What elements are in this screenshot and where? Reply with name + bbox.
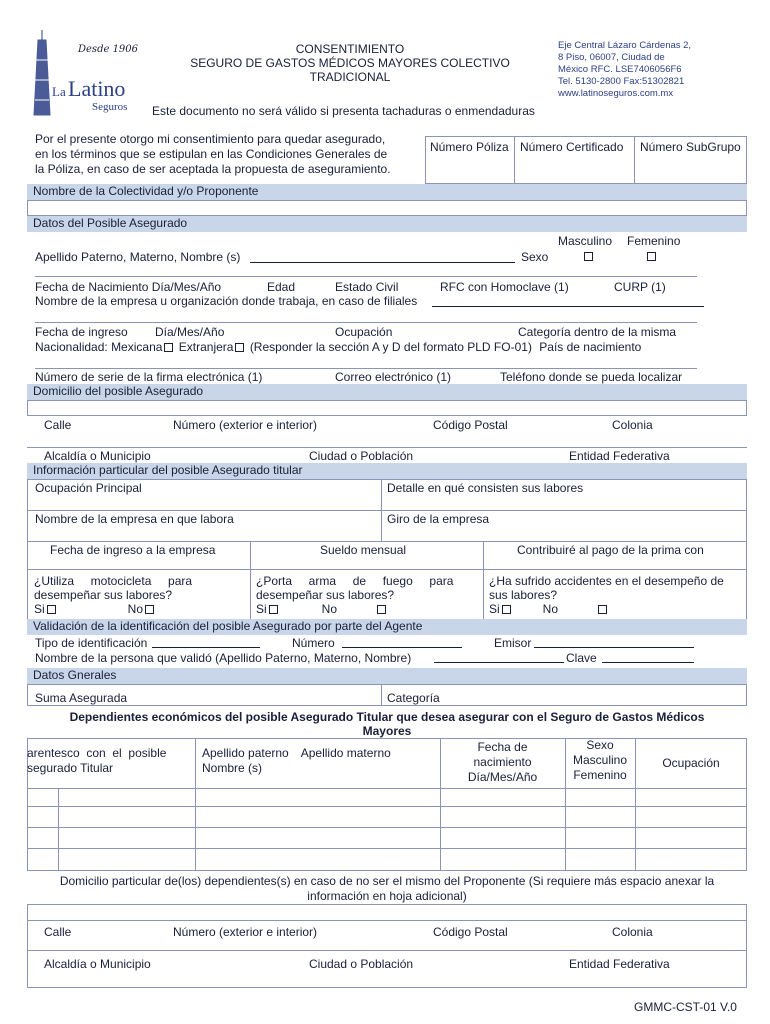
entidad-label: Entidad Federativa (569, 449, 670, 463)
brand-name-prefix: La (52, 84, 66, 99)
colonia-label: Colonia (612, 418, 653, 432)
tipo-identificacion-field[interactable] (152, 647, 260, 648)
calle-label: Calle (44, 418, 72, 432)
ocupacion-header: Ocupación (662, 756, 720, 770)
form-title: CONSENTIMIENTO SEGURO DE GASTOS MÉDICOS MAYORES COLECTIVO TRADICIONAL (190, 42, 510, 84)
dep-codigo-postal-label: Código Postal (433, 925, 508, 939)
dep-numero-label: Número (exterior e interior) (173, 925, 318, 939)
validity-notice: Este documento no será válido si presenta tachaduras o enmendaduras (152, 104, 535, 118)
fecha-nacimiento-label: Fecha de Nacimiento Día/Mes/Año (35, 280, 222, 294)
fecha-ingreso-empresa-label: Fecha de ingreso a la empresa (50, 543, 216, 557)
section-info-particular: Información particular del posible Asegurado titular (27, 463, 747, 479)
brand-sub: Seguros (92, 101, 128, 113)
brand-tagline: Desde 1906 (78, 44, 139, 55)
fecha-nacimiento-header: Fecha de nacimiento Día/Mes/Año (467, 740, 538, 784)
dep-calle-label: Calle (44, 925, 72, 939)
sexo-header: Sexo Masculino Femenino (572, 738, 628, 782)
sueldo-label: Sueldo mensual (320, 543, 407, 557)
consent-statement: Por el presente otorgo mi consentimiento para quedar asegurado, en los términos que se estipulan en las Condiciones Generales de la Póliza, en caso de ser aceptada la propuesta de aseguramiento. (35, 132, 391, 176)
certificate-number-label: Número Certificado (520, 140, 624, 154)
section-domicilio: Domicilio del posible Asegurado (27, 384, 747, 400)
giro-empresa-label: Giro de la empresa (387, 512, 490, 526)
policy-number-label: Número Póliza (430, 140, 509, 154)
numero-label: Número (exterior e interior) (173, 418, 318, 432)
dep-entidad-label: Entidad Federativa (569, 957, 670, 971)
subgroup-number-field[interactable] (636, 160, 746, 182)
motocicleta-question: ¿Utiliza motocicleta para desempeñar sus labores? Si No (34, 574, 193, 616)
empresa-field[interactable] (432, 306, 704, 307)
ocupacion-label: Ocupación (335, 325, 393, 339)
subgroup-number-label: Número SubGrupo (640, 140, 741, 154)
alcaldia-label: Alcaldía o Municipio (44, 449, 151, 463)
dep-alcaldia-label: Alcaldía o Municipio (44, 957, 151, 971)
accidentes-question: ¿Ha sufrido accidentes en el desempeño de sus labores? Si No (489, 574, 724, 616)
policy-number-field[interactable] (427, 160, 513, 182)
extranjera-checkbox[interactable] (235, 343, 244, 352)
emisor-label: Emisor (494, 636, 532, 650)
empresa-label: Nombre de la empresa u organización donde trabaja, en caso de filiales (35, 294, 418, 308)
domicilio-field[interactable] (27, 400, 747, 416)
nacionalidad-row: Nacionalidad: Mexicana Extranjera (Responder la sección A y D del formato PLD FO-01) País de nacimiento (35, 340, 642, 354)
numero-identificacion-label: Número (292, 636, 335, 650)
domicilio-dependientes-note: Domicilio particular de(los) dependientes(s) en caso de no ser el mismo del Proponente (Si requiere más espacio anexar la información en hoja adicional) (59, 874, 715, 903)
serie-firma-label: Número de serie de la firma electrónica (1) (35, 370, 263, 384)
sexo-label: Sexo (521, 250, 549, 264)
clave-label: Clave (566, 651, 597, 665)
section-datos-posible: Datos del Posible Asegurado (27, 216, 747, 232)
detalle-labores-label: Detalle en qué consisten sus labores (387, 481, 584, 495)
section-datos-generales: Datos Gnerales (27, 668, 747, 684)
mexicana-checkbox[interactable] (164, 343, 173, 352)
section-validacion: Validación de la identificación del posible Asegurado por parte del Agente (27, 619, 747, 635)
femenino-checkbox[interactable] (647, 252, 656, 261)
persona-valido-field[interactable] (434, 662, 564, 663)
apellido-label: Apellido Paterno, Materno, Nombre (s) (35, 250, 241, 264)
ocupacion-principal-label: Ocupación Principal (35, 481, 142, 495)
accidentes-si-checkbox[interactable] (502, 605, 511, 614)
moto-no-checkbox[interactable] (145, 605, 154, 614)
femenino-label: Femenino (627, 234, 681, 248)
edad-label: Edad (267, 280, 296, 294)
estado-civil-label: Estado Civil (335, 280, 399, 294)
colectividad-field[interactable] (27, 200, 747, 216)
masculino-checkbox[interactable] (584, 252, 593, 261)
suma-asegurada-label: Suma Asegurada (35, 691, 128, 705)
accidentes-no-checkbox[interactable] (598, 605, 607, 614)
dep-colonia-label: Colonia (612, 925, 653, 939)
dia-mes-ano-label: Día/Mes/Año (155, 325, 225, 339)
moto-si-checkbox[interactable] (47, 605, 56, 614)
fecha-ingreso-label: Fecha de ingreso (35, 325, 128, 339)
masculino-label: Masculino (558, 234, 613, 248)
emisor-field[interactable] (534, 647, 694, 648)
curp-label: CURP (1) (614, 280, 666, 294)
arma-no-checkbox[interactable] (377, 605, 386, 614)
dep-ciudad-label: Ciudad o Población (309, 957, 414, 971)
categoria-label: Categoría dentro de la misma (518, 325, 677, 339)
apellido-paterno-header: Apellido paterno Apellido materno Nombre (s) (202, 746, 391, 775)
dependientes-title: Dependientes económicos del posible Asegurado Titular que desea asegurar con el Seguro de Gastos Médicos Mayores (69, 710, 705, 738)
company-address: Eje Central Lázaro Cárdenas 2, 8 Piso, 06007, Ciudad de México RFC. LSE7406056F6 Tel. 5130-2800 Fax:51302821 www.latinoseguros.com.mx (558, 40, 692, 99)
contribuire-label: Contribuiré al pago de la prima con (517, 543, 704, 557)
arma-question: ¿Porta arma de fuego para desempeñar sus labores? Si No (256, 574, 454, 616)
arma-si-checkbox[interactable] (269, 605, 278, 614)
domicilio-dependientes-box (27, 904, 747, 988)
rfc-label: RFC con Homoclave (1) (440, 280, 569, 294)
form-code: GMMC-CST-01 V.0 (634, 1000, 737, 1014)
parentesco-header: arentesco con el posible segurado Titular (27, 746, 167, 775)
clave-field[interactable] (602, 662, 694, 663)
brand-name: Latino (68, 76, 126, 101)
dependientes-rows[interactable] (28, 789, 746, 870)
tipo-identificacion-label: Tipo de identificación (35, 636, 148, 650)
codigo-postal-label: Código Postal (433, 418, 508, 432)
ciudad-label: Ciudad o Población (309, 449, 414, 463)
nombre-empresa-label: Nombre de la empresa en que labora (35, 512, 234, 526)
persona-valido-label: Nombre de la persona que validó (Apellido Paterno, Materno, Nombre) (35, 651, 412, 665)
apellido-field[interactable] (250, 262, 515, 263)
numero-identificacion-field[interactable] (342, 647, 462, 648)
certificate-number-field[interactable] (516, 160, 632, 182)
correo-label: Correo electrónico (1) (335, 370, 452, 384)
section-colectividad: Nombre de la Colectividad y/o Proponente (27, 184, 747, 200)
categoria-general-label: Categoría (387, 691, 440, 705)
telefono-label: Teléfono donde se pueda localizar (500, 370, 683, 384)
